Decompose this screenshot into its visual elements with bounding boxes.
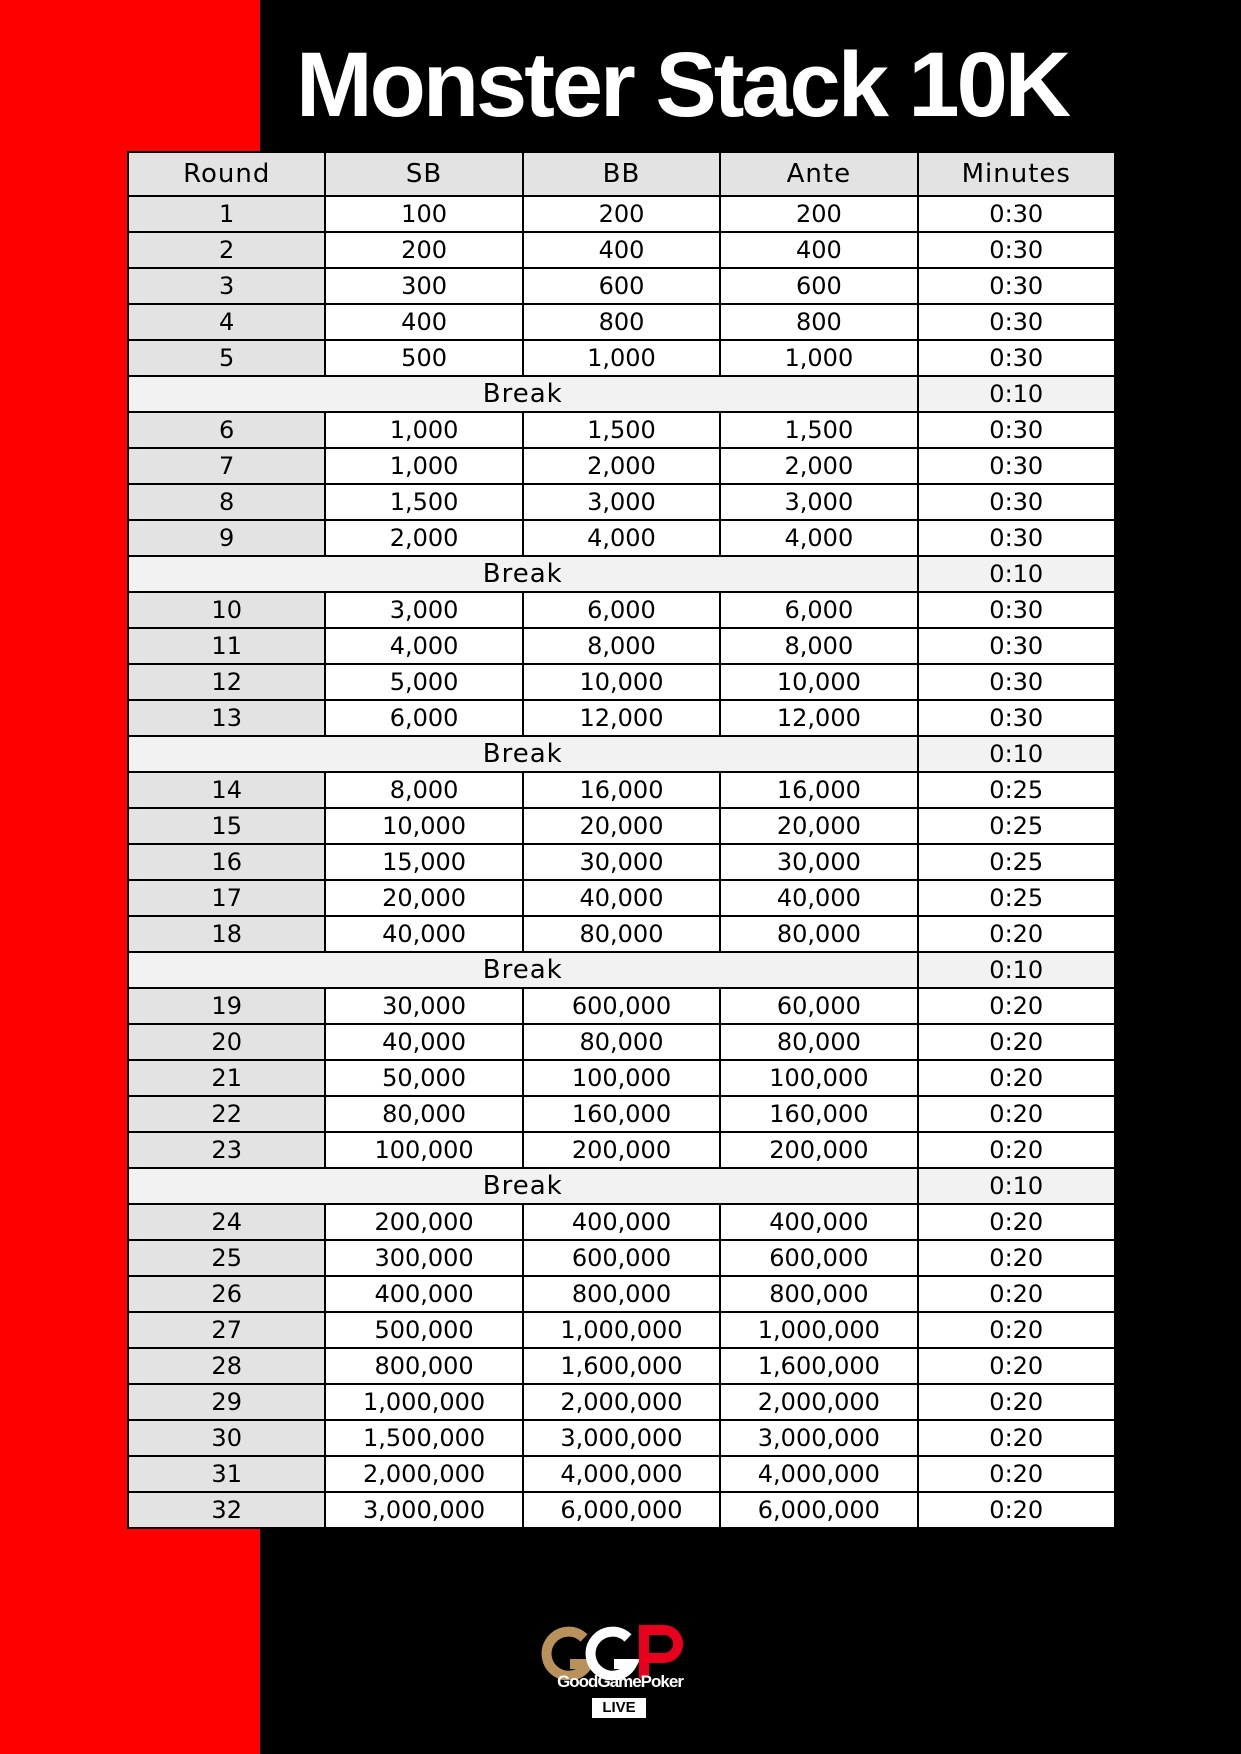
round-cell: 30 <box>128 1420 325 1456</box>
table-row <box>128 1060 1115 1096</box>
ante-cell: 6,000 <box>720 592 917 628</box>
break-minutes-cell: 0:10 <box>918 376 1115 412</box>
table-row <box>128 592 1115 628</box>
ggp-logo-icon <box>540 1620 700 1680</box>
round-cell: 9 <box>128 520 325 556</box>
sb-cell: 8,000 <box>325 772 522 808</box>
break-row <box>128 952 1115 988</box>
break-label: Break <box>128 736 918 772</box>
break-label: Break <box>128 376 918 412</box>
table-row <box>128 484 1115 520</box>
bb-cell: 80,000 <box>523 1024 720 1060</box>
table-row <box>128 628 1115 664</box>
ante-cell: 200 <box>720 196 917 232</box>
round-cell: 21 <box>128 1060 325 1096</box>
sb-cell: 4,000 <box>325 628 522 664</box>
bb-cell: 1,000 <box>523 340 720 376</box>
round-cell: 3 <box>128 268 325 304</box>
minutes-cell: 0:30 <box>918 340 1115 376</box>
break-minutes-cell: 0:10 <box>918 952 1115 988</box>
minutes-cell: 0:20 <box>918 1276 1115 1312</box>
ante-cell: 3,000 <box>720 484 917 520</box>
minutes-cell: 0:20 <box>918 1132 1115 1168</box>
round-cell: 1 <box>128 196 325 232</box>
sb-cell: 20,000 <box>325 880 522 916</box>
ante-cell: 100,000 <box>720 1060 917 1096</box>
table-header-row <box>128 152 1115 196</box>
logo-wordmark: GoodGamePoker <box>557 1672 683 1691</box>
bb-cell: 20,000 <box>523 808 720 844</box>
sb-cell: 500,000 <box>325 1312 522 1348</box>
table-row <box>128 664 1115 700</box>
round-cell: 7 <box>128 448 325 484</box>
sb-cell: 300,000 <box>325 1240 522 1276</box>
table-row <box>128 880 1115 916</box>
ante-cell: 3,000,000 <box>720 1420 917 1456</box>
ante-cell: 4,000,000 <box>720 1456 917 1492</box>
bb-cell: 400 <box>523 232 720 268</box>
sb-cell: 1,500 <box>325 484 522 520</box>
sb-cell: 5,000 <box>325 664 522 700</box>
table-row <box>128 268 1115 304</box>
ante-cell: 10,000 <box>720 664 917 700</box>
round-cell: 5 <box>128 340 325 376</box>
minutes-cell: 0:25 <box>918 880 1115 916</box>
round-cell: 31 <box>128 1456 325 1492</box>
page-title: Monster Stack 10K <box>296 34 1069 136</box>
bb-cell: 80,000 <box>523 916 720 952</box>
round-cell: 23 <box>128 1132 325 1168</box>
minutes-cell: 0:30 <box>918 664 1115 700</box>
ante-cell: 800,000 <box>720 1276 917 1312</box>
ante-cell: 60,000 <box>720 988 917 1024</box>
ante-cell: 400,000 <box>720 1204 917 1240</box>
minutes-cell: 0:20 <box>918 1312 1115 1348</box>
sb-cell: 400 <box>325 304 522 340</box>
round-cell: 15 <box>128 808 325 844</box>
round-cell: 26 <box>128 1276 325 1312</box>
minutes-cell: 0:20 <box>918 1384 1115 1420</box>
ante-cell: 30,000 <box>720 844 917 880</box>
break-row <box>128 736 1115 772</box>
table-row <box>128 916 1115 952</box>
round-cell: 6 <box>128 412 325 448</box>
minutes-cell: 0:20 <box>918 988 1115 1024</box>
ante-cell: 8,000 <box>720 628 917 664</box>
sb-cell: 800,000 <box>325 1348 522 1384</box>
table-row <box>128 1240 1115 1276</box>
break-label: Break <box>128 952 918 988</box>
table-row <box>128 1492 1115 1528</box>
ante-cell: 40,000 <box>720 880 917 916</box>
round-cell: 14 <box>128 772 325 808</box>
ante-cell: 1,500 <box>720 412 917 448</box>
bb-cell: 600,000 <box>523 1240 720 1276</box>
bb-cell: 2,000 <box>523 448 720 484</box>
round-cell: 4 <box>128 304 325 340</box>
ante-cell: 160,000 <box>720 1096 917 1132</box>
break-label: Break <box>128 556 918 592</box>
table-row <box>128 340 1115 376</box>
header-minutes: Minutes <box>918 152 1115 196</box>
break-minutes-cell: 0:10 <box>918 736 1115 772</box>
ante-cell: 1,000,000 <box>720 1312 917 1348</box>
bb-cell: 800 <box>523 304 720 340</box>
table-row <box>128 1384 1115 1420</box>
round-cell: 16 <box>128 844 325 880</box>
minutes-cell: 0:25 <box>918 772 1115 808</box>
sb-cell: 1,000,000 <box>325 1384 522 1420</box>
table-row <box>128 1204 1115 1240</box>
minutes-cell: 0:30 <box>918 484 1115 520</box>
round-cell: 12 <box>128 664 325 700</box>
header-bb: BB <box>523 152 720 196</box>
bb-cell: 16,000 <box>523 772 720 808</box>
table-row <box>128 844 1115 880</box>
bb-cell: 8,000 <box>523 628 720 664</box>
ante-cell: 600 <box>720 268 917 304</box>
break-minutes-cell: 0:10 <box>918 1168 1115 1204</box>
ante-cell: 400 <box>720 232 917 268</box>
table-row <box>128 1312 1115 1348</box>
break-row <box>128 1168 1115 1204</box>
sb-cell: 200 <box>325 232 522 268</box>
sb-cell: 40,000 <box>325 1024 522 1060</box>
sb-cell: 300 <box>325 268 522 304</box>
ante-cell: 20,000 <box>720 808 917 844</box>
table-row <box>128 1420 1115 1456</box>
ante-cell: 1,600,000 <box>720 1348 917 1384</box>
ante-cell: 12,000 <box>720 700 917 736</box>
bb-cell: 1,000,000 <box>523 1312 720 1348</box>
sb-cell: 2,000 <box>325 520 522 556</box>
minutes-cell: 0:30 <box>918 412 1115 448</box>
sb-cell: 1,000 <box>325 448 522 484</box>
table-row <box>128 448 1115 484</box>
bb-cell: 600,000 <box>523 988 720 1024</box>
bb-cell: 2,000,000 <box>523 1384 720 1420</box>
table-row <box>128 1276 1115 1312</box>
sb-cell: 100 <box>325 196 522 232</box>
minutes-cell: 0:25 <box>918 844 1115 880</box>
round-cell: 2 <box>128 232 325 268</box>
break-minutes-cell: 0:10 <box>918 556 1115 592</box>
bb-cell: 160,000 <box>523 1096 720 1132</box>
sb-cell: 1,500,000 <box>325 1420 522 1456</box>
minutes-cell: 0:20 <box>918 1060 1115 1096</box>
round-cell: 25 <box>128 1240 325 1276</box>
minutes-cell: 0:20 <box>918 1096 1115 1132</box>
ante-cell: 1,000 <box>720 340 917 376</box>
sb-cell: 400,000 <box>325 1276 522 1312</box>
minutes-cell: 0:20 <box>918 1204 1115 1240</box>
round-cell: 8 <box>128 484 325 520</box>
round-cell: 27 <box>128 1312 325 1348</box>
sb-cell: 3,000,000 <box>325 1492 522 1528</box>
ante-cell: 2,000,000 <box>720 1384 917 1420</box>
header-round: Round <box>128 152 325 196</box>
sb-cell: 50,000 <box>325 1060 522 1096</box>
bb-cell: 800,000 <box>523 1276 720 1312</box>
ante-cell: 200,000 <box>720 1132 917 1168</box>
sb-cell: 80,000 <box>325 1096 522 1132</box>
table-row <box>128 1132 1115 1168</box>
minutes-cell: 0:30 <box>918 196 1115 232</box>
round-cell: 24 <box>128 1204 325 1240</box>
bb-cell: 3,000,000 <box>523 1420 720 1456</box>
bb-cell: 600 <box>523 268 720 304</box>
header-sb: SB <box>325 152 522 196</box>
minutes-cell: 0:30 <box>918 520 1115 556</box>
minutes-cell: 0:30 <box>918 304 1115 340</box>
header-ante: Ante <box>720 152 917 196</box>
minutes-cell: 0:20 <box>918 1492 1115 1528</box>
round-cell: 11 <box>128 628 325 664</box>
bb-cell: 100,000 <box>523 1060 720 1096</box>
table-row <box>128 772 1115 808</box>
minutes-cell: 0:20 <box>918 1240 1115 1276</box>
round-cell: 29 <box>128 1384 325 1420</box>
ggp-logo <box>540 1620 700 1728</box>
bb-cell: 200,000 <box>523 1132 720 1168</box>
table-row <box>128 196 1115 232</box>
table-row <box>128 304 1115 340</box>
minutes-cell: 0:30 <box>918 448 1115 484</box>
ante-cell: 80,000 <box>720 1024 917 1060</box>
bb-cell: 6,000,000 <box>523 1492 720 1528</box>
logo-live-badge: LIVE <box>592 1698 646 1718</box>
round-cell: 32 <box>128 1492 325 1528</box>
minutes-cell: 0:20 <box>918 1348 1115 1384</box>
table-row <box>128 412 1115 448</box>
break-row <box>128 376 1115 412</box>
round-cell: 19 <box>128 988 325 1024</box>
table-row <box>128 1096 1115 1132</box>
sb-cell: 15,000 <box>325 844 522 880</box>
ante-cell: 600,000 <box>720 1240 917 1276</box>
round-cell: 13 <box>128 700 325 736</box>
ante-cell: 4,000 <box>720 520 917 556</box>
ante-cell: 800 <box>720 304 917 340</box>
table-row <box>128 232 1115 268</box>
sb-cell: 10,000 <box>325 808 522 844</box>
minutes-cell: 0:20 <box>918 1024 1115 1060</box>
round-cell: 28 <box>128 1348 325 1384</box>
sb-cell: 2,000,000 <box>325 1456 522 1492</box>
sb-cell: 30,000 <box>325 988 522 1024</box>
bb-cell: 4,000 <box>523 520 720 556</box>
minutes-cell: 0:30 <box>918 268 1115 304</box>
minutes-cell: 0:30 <box>918 628 1115 664</box>
minutes-cell: 0:30 <box>918 700 1115 736</box>
bb-cell: 30,000 <box>523 844 720 880</box>
minutes-cell: 0:20 <box>918 1456 1115 1492</box>
round-cell: 10 <box>128 592 325 628</box>
table-row <box>128 988 1115 1024</box>
bb-cell: 400,000 <box>523 1204 720 1240</box>
sb-cell: 40,000 <box>325 916 522 952</box>
sb-cell: 500 <box>325 340 522 376</box>
bb-cell: 10,000 <box>523 664 720 700</box>
bb-cell: 3,000 <box>523 484 720 520</box>
break-row <box>128 556 1115 592</box>
bb-cell: 40,000 <box>523 880 720 916</box>
table-body <box>128 196 1115 1528</box>
bb-cell: 1,600,000 <box>523 1348 720 1384</box>
bb-cell: 12,000 <box>523 700 720 736</box>
bb-cell: 200 <box>523 196 720 232</box>
ante-cell: 16,000 <box>720 772 917 808</box>
bb-cell: 4,000,000 <box>523 1456 720 1492</box>
table-row <box>128 808 1115 844</box>
sb-cell: 100,000 <box>325 1132 522 1168</box>
ante-cell: 80,000 <box>720 916 917 952</box>
sb-cell: 1,000 <box>325 412 522 448</box>
table-row <box>128 1456 1115 1492</box>
minutes-cell: 0:25 <box>918 808 1115 844</box>
break-label: Break <box>128 1168 918 1204</box>
blind-structure-table <box>127 151 1116 1529</box>
table-row <box>128 1348 1115 1384</box>
minutes-cell: 0:20 <box>918 916 1115 952</box>
round-cell: 17 <box>128 880 325 916</box>
sb-cell: 3,000 <box>325 592 522 628</box>
table-row <box>128 700 1115 736</box>
sb-cell: 6,000 <box>325 700 522 736</box>
bb-cell: 6,000 <box>523 592 720 628</box>
ante-cell: 2,000 <box>720 448 917 484</box>
round-cell: 20 <box>128 1024 325 1060</box>
minutes-cell: 0:30 <box>918 232 1115 268</box>
sb-cell: 200,000 <box>325 1204 522 1240</box>
ante-cell: 6,000,000 <box>720 1492 917 1528</box>
minutes-cell: 0:30 <box>918 592 1115 628</box>
table-row <box>128 520 1115 556</box>
table-row <box>128 1024 1115 1060</box>
round-cell: 22 <box>128 1096 325 1132</box>
minutes-cell: 0:20 <box>918 1420 1115 1456</box>
bb-cell: 1,500 <box>523 412 720 448</box>
round-cell: 18 <box>128 916 325 952</box>
